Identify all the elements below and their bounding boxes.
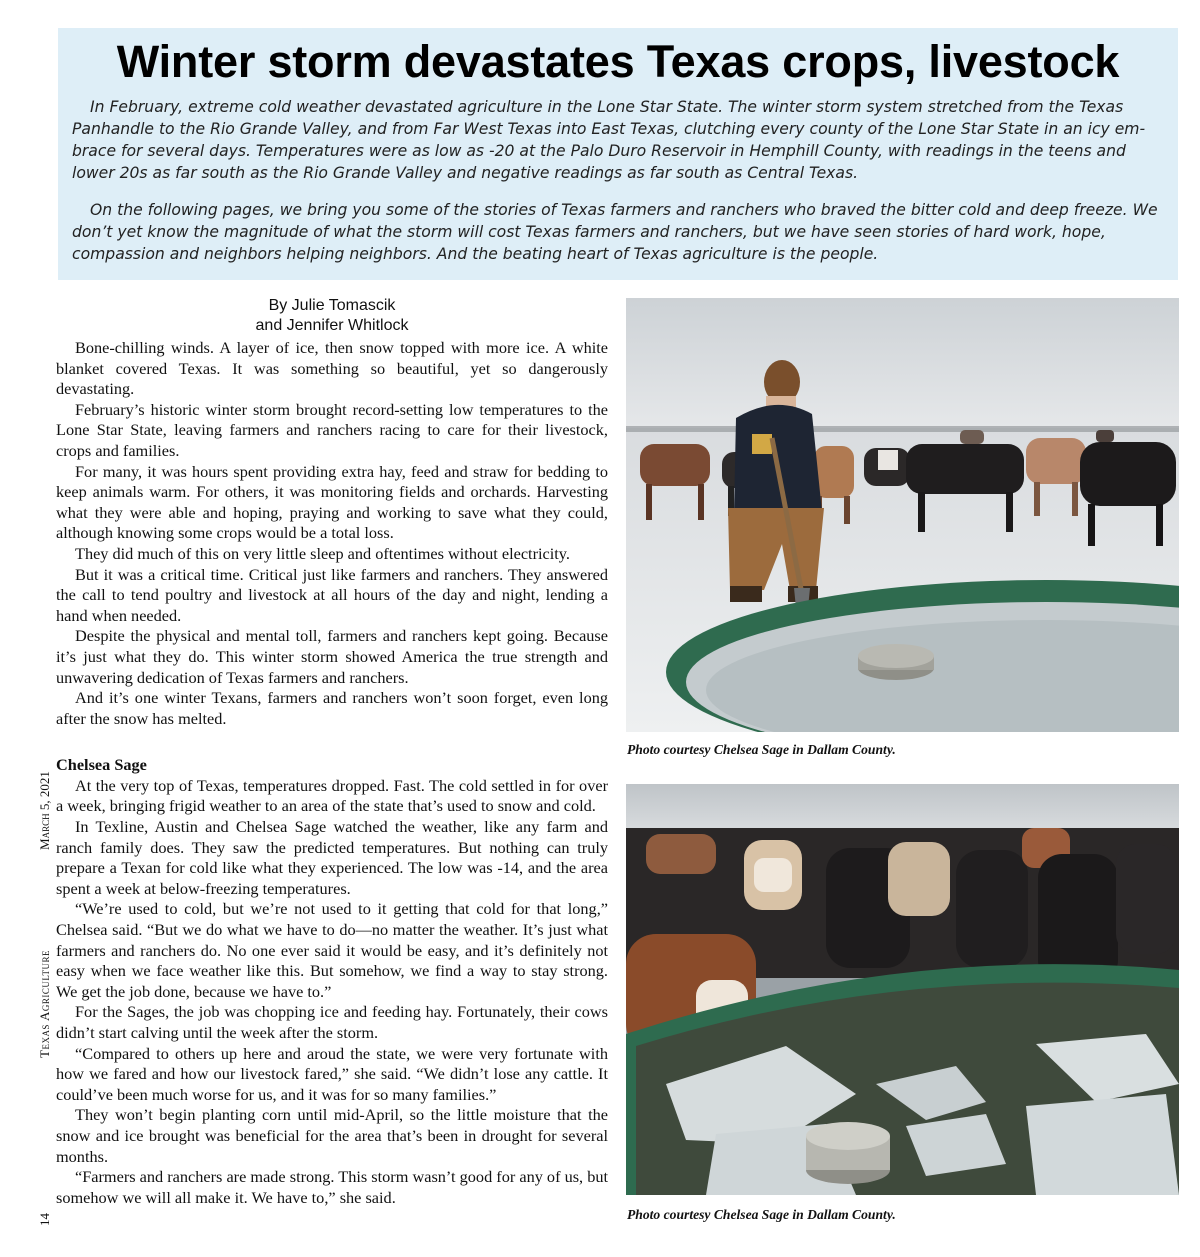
photo-rancher-chopping-ice bbox=[626, 298, 1179, 732]
page-folio bbox=[35, 771, 55, 1226]
body-paragraph: “Compared to others up here and aroud the state, we were very fortunate with how we fared and how our livestock fared,” she said. “We didn’t lose any cattle. It could’ve been much worse for us, and it was for so many families.” bbox=[56, 1043, 608, 1104]
byline-line: By Julie Tomascik bbox=[268, 297, 396, 314]
section-title: Chelsea Sage bbox=[56, 755, 147, 775]
body-paragraph: But it was a critical time. Critical just like farmers and ranchers. They answered the call to tend poultry and livestock at all hours of the day and night, lending a hand when needed. bbox=[56, 564, 608, 625]
issue-date: March 5, 2021 bbox=[37, 771, 52, 850]
intro-box bbox=[58, 28, 1178, 280]
page-number: 14 bbox=[37, 1213, 52, 1226]
headline: Winter storm devastates Texas crops, livestock bbox=[116, 36, 1120, 87]
body-paragraph: They won’t begin planting corn until mid-April, so the little moisture that the snow and ice brought was beneficial for the area that’s been in drought for several months. bbox=[56, 1105, 608, 1166]
body-paragraph: For the Sages, the job was chopping ice and feeding hay. Fortunately, their cows didn’t start calving until the week after the storm. bbox=[56, 1002, 608, 1042]
byline bbox=[56, 296, 608, 336]
photo-cattle-at-icy-tank-illustration bbox=[626, 784, 1179, 1195]
body-paragraph: And it’s one winter Texans, farmers and ranchers won’t soon forget, even long after the snow has melted. bbox=[56, 688, 608, 728]
body-paragraph: For many, it was hours spent providing extra hay, feed and straw for bedding to keep animals warm. For others, it was monitoring fields and orchards. Harvesting what they were able and hoping, praying and working to save what they could, although knowing some crops would be a total loss. bbox=[56, 461, 608, 543]
photo-caption: Photo courtesy Chelsea Sage in Dallam County. bbox=[627, 742, 896, 757]
body-paragraph: In Texline, Austin and Chelsea Sage watched the weather, like any farm and ranch family does. They saw the predicted temperatures. But nothing can truly prepare a Texan for cold like what they experienced. The low was -14, and the area spent a week at below-freezing temperatures. bbox=[56, 817, 608, 898]
body-paragraph: Despite the physical and mental toll, farmers and ranchers kept going. Because it’s just what they do. This winter storm showed America the true strength and unwavering dedication of Texas farmers and ranchers. bbox=[56, 626, 608, 687]
body-paragraph: February’s historic winter storm brought record-setting low temperatures to the Lone Star State, leaving farmers and ranchers racing to care for their livestock, crops and families. bbox=[56, 399, 608, 460]
body-paragraph: “We’re used to cold, but we’re not used to it getting that cold for that long,” Chelsea said. “But we do what we have to do—no matter the weather. It’s just what farmers and ranchers do. No one ever said it would be easy, and it’s definitely not easy when we face weather like this. But somehow, we find a way to stay strong. We get the job done, because we have to.” bbox=[56, 899, 608, 1001]
article-column bbox=[56, 296, 608, 1208]
photo-cattle-at-icy-tank bbox=[626, 784, 1179, 1195]
body-paragraph: “Farmers and ranchers are made strong. This storm wasn’t good for any of us, but somehow we will all make it. We have to,” she said. bbox=[56, 1167, 608, 1207]
byline-line: and Jennifer Whitlock bbox=[255, 317, 409, 334]
photo-rancher-chopping-ice-illustration bbox=[626, 298, 1179, 732]
photo-caption: Photo courtesy Chelsea Sage in Dallam County. bbox=[627, 1207, 896, 1222]
intro-paragraph: In February, extreme cold weather devastated agriculture in the Lone Star State. The winter storm system stretched from the Texas Panhandle to the Rio Grande Valley, and from Far West Texas into East Texas, clutching every county of the Lone Star State in an icy embrace for several days. Temperatures were as low as -20 at the Palo Duro Reservoir in Hemphill County, with readings in the teens and lower 20s as far south as the Rio Grande Valley and negative readings as far south as Central Texas. bbox=[72, 98, 1146, 182]
intro-paragraph: On the following pages, we bring you some of the stories of Texas farmers and ranchers who braved the bitter cold and deep freeze. We don’t yet know the magnitude of what the storm will cost Texas farmers and ranchers, but we have seen stories of hard work, hope, compassion and neighbors helping neighbors. And the beating heart of Texas agriculture is the people. bbox=[72, 201, 1158, 263]
body-paragraph: Bone-chilling winds. A layer of ice, then snow topped with more ice. A white blanket covered Texas. It was something so beautiful, yet so dangerously devastating. bbox=[56, 338, 608, 399]
body-paragraph: They did much of this on very little sleep and oftentimes without electricity. bbox=[75, 543, 570, 563]
body-paragraph: At the very top of Texas, temperatures dropped. Fast. The cold settled in for over a week, bringing frigid weather to an area of the state that’s used to snow and cold. bbox=[56, 775, 608, 816]
publication-name: Texas Agriculture bbox=[37, 949, 52, 1058]
